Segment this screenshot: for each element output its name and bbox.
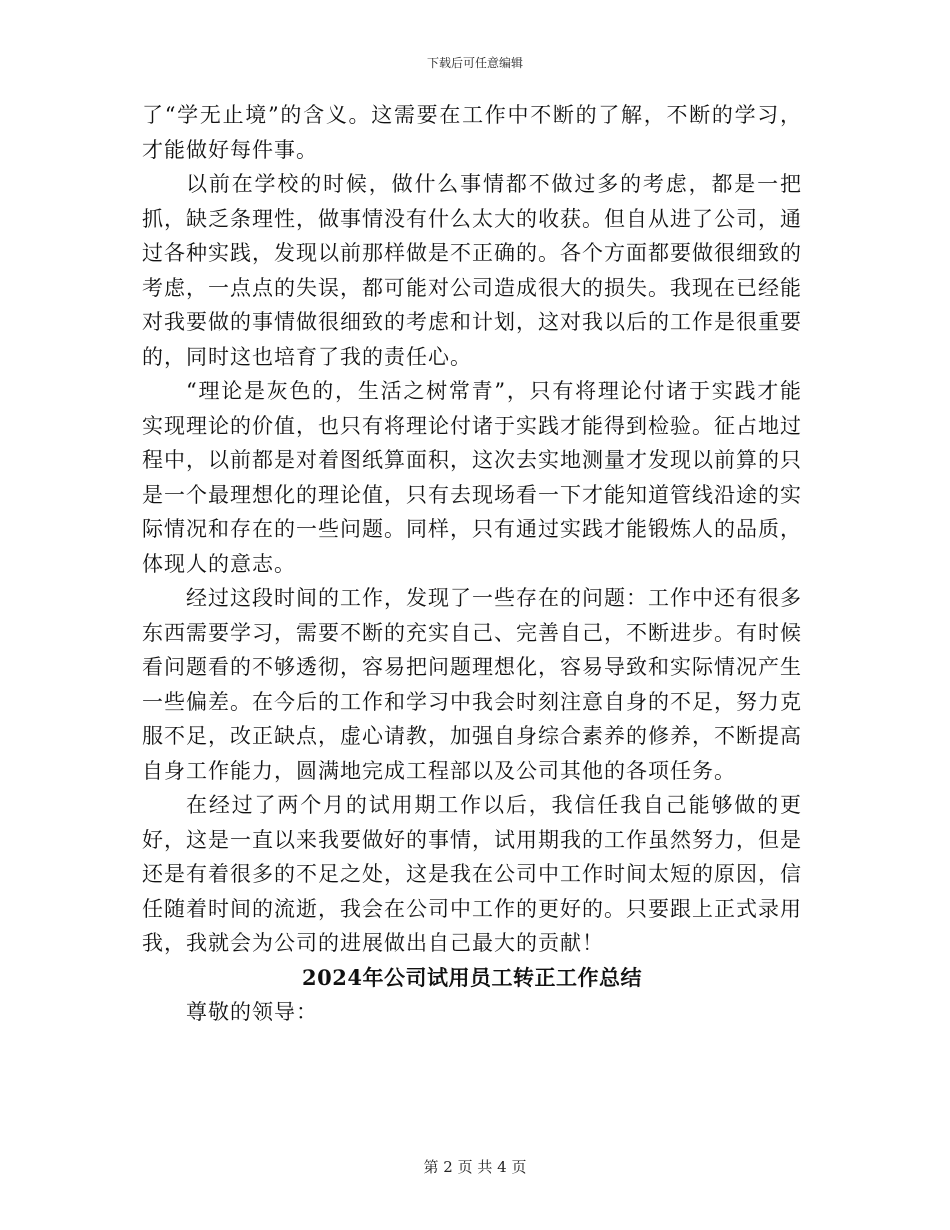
page-footer: 第 2 页 共 4 页 [423, 1158, 527, 1176]
paragraph-school-reflection: 以前在学校的时候，做什么事情都不做过多的考虑，都是一把抓，缺乏条理性，做事情没有什么太大的收获。但自从进了公司，通过各种实践，发现以前那样做是不正确的。各个方面都要做很细致的考虑，一点点的失误，都可能对公司造成很大的损失。我现在已经能对我要做的事情做很细致的考虑和计划，这对我以后的工作是很重要的，同时这也培育了我的责任心。 [142, 172, 802, 369]
paragraph-problems-found: 经过这段时间的工作，发现了一些存在的问题：工作中还有很多东西需要学习，需要不断的充实自己、完善自己，不断进步。有时候看问题看的不够透彻，容易把问题理想化，容易导致和实际情况产生一些偏差。在今后的工作和学习中我会时刻注意自身的不足，努力克服不足，改正缺点，虚心请教，加强自身综合素养的修养，不断提高自身工作能力，圆满地完成工程部以及公司其他的各项任务。 [142, 586, 802, 783]
paragraph-conclusion: 在经过了两个月的试用期工作以后，我信任我自己能够做的更好，这是一直以来我要做好的事情，试用期我的工作虽然努力，但是还是有着很多的不足之处，这是我在公司中工作时间太短的原因，信任随着时间的流逝，我会在公司中工作的更好的。只要跟上正式录用我，我就会为公司的进展做出自己最大的贡献！ [142, 793, 802, 955]
salutation: 尊敬的领导： [186, 1000, 318, 1024]
page-header: 下载后可任意编辑 [426, 56, 523, 70]
paragraph-continuation: 了“学无止境”的含义。这需要在工作中不断的了解，不断的学习，才能做好每件事。 [142, 103, 802, 162]
section-title: 2024年公司试用员工转正工作总结 [302, 964, 642, 990]
document-body [142, 98, 802, 1030]
paragraph-theory-practice: “理论是灰色的，生活之树常青”，只有将理论付诸于实践才能实现理论的价值，也只有将理论付诸于实践才能得到检验。征占地过程中，以前都是对着图纸算面积，这次去实地测量才发现以前算的只是一个最理想化的理论值，只有去现场看一下才能知道管线沿途的实际情况和存在的一些问题。同样，只有通过实践才能锻炼人的品质，体现人的意志。 [142, 379, 802, 576]
